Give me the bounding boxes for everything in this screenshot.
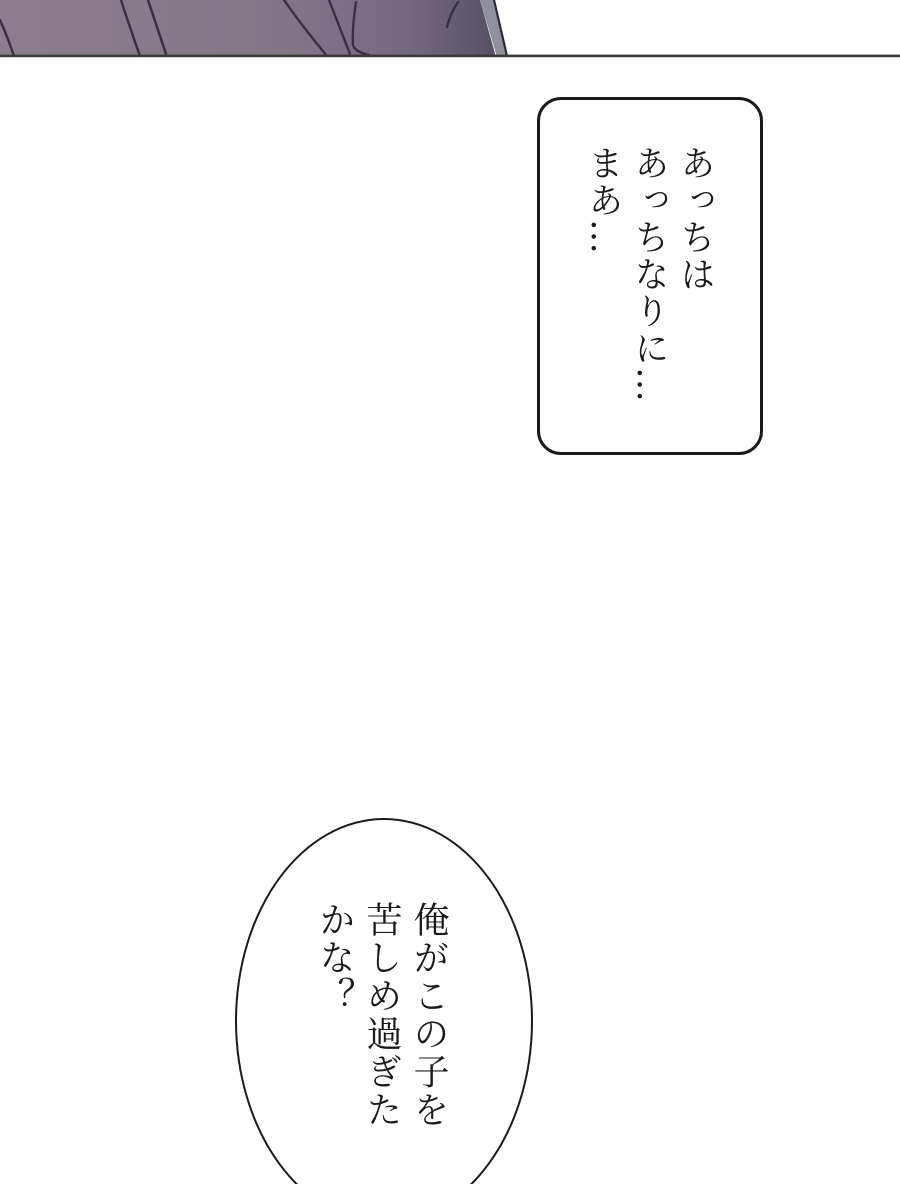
speech-line: 苦しめ過ぎた xyxy=(361,901,402,1129)
speech-line: 俺がこの子を xyxy=(408,901,449,1129)
fabric-body xyxy=(0,0,496,57)
speech-bubble-rect xyxy=(537,97,763,455)
fabric-artwork xyxy=(0,0,900,60)
speech-bubble-rect-text xyxy=(580,145,718,430)
panel-divider-line xyxy=(0,55,900,58)
speech-line: あっちなりに… xyxy=(629,145,669,404)
speech-line: あっちは xyxy=(675,145,715,293)
speech-line: まあ… xyxy=(583,145,623,256)
speech-bubble-ellipse-text xyxy=(311,901,452,1151)
speech-line: かな？ xyxy=(314,901,355,1015)
